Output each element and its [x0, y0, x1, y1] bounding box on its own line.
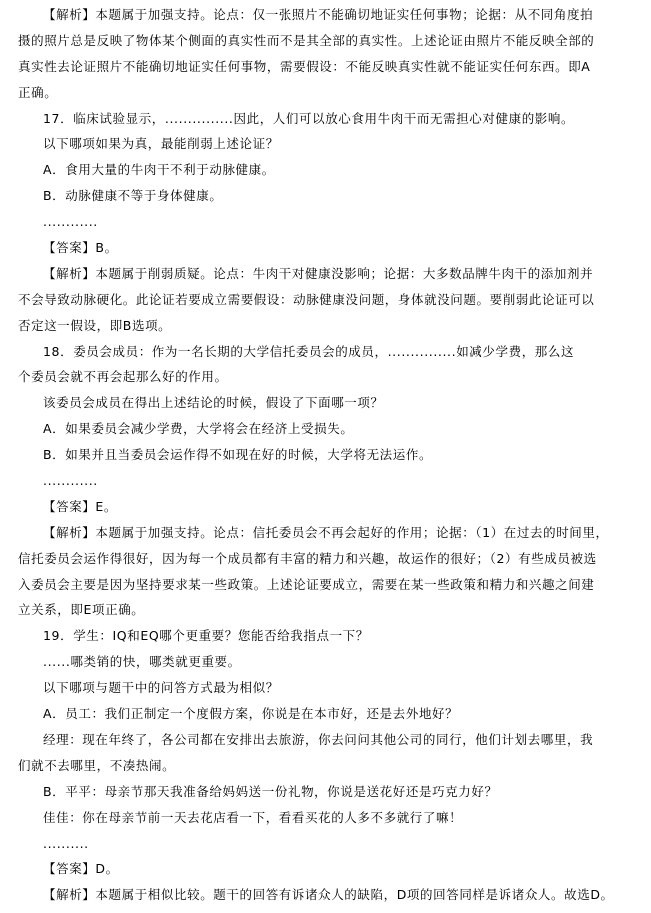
question-19-answer: 【答案】D。	[43, 861, 119, 877]
question-17-answer: 【答案】B。	[43, 240, 118, 256]
question-17-analysis: 【解析】本题属于削弱质疑。论点：牛肉干对健康没影响；论据：大多数品牌牛肉干的添加剂并	[43, 265, 594, 281]
question-19-option-a: A．员工：我们正制定一个度假方案，你说是在本市好，还是去外地好？	[43, 706, 459, 722]
question-19-stem: 19．学生：IQ和EQ哪个更重要？您能否给我指点一下？	[43, 628, 369, 644]
question-18-option-a: A．如果委员会减少学费，大学将会在经济上受损失。	[43, 421, 354, 437]
question-17-prompt: 以下哪项如果为真，最能削弱上述论证？	[43, 136, 279, 152]
text-line: 真实性去论证照片不能确切地证实任何事物，需要假设：不能反映真实性就不能证实任何东西。即A	[18, 58, 591, 74]
text-line: 个委员会就不再会起那么好的作用。	[18, 369, 228, 385]
text-line: 们就不去哪里，不凑热闹。	[18, 757, 176, 773]
question-17-stem: 17．临床试验显示，...............因此，人们可以放心食用牛肉干而无需担心对健康的影响。	[43, 110, 575, 126]
text-line: 正确。	[18, 84, 58, 100]
question-18-analysis: 【解析】本题属于加强支持。论点：信托委员会不再会起好的作用；论据：（1）在过去的时间里，	[43, 524, 609, 540]
question-18-option-b: B．如果并且当委员会运作得不如现在好的时候，大学将无法运作。	[43, 447, 433, 463]
question-19-analysis: 【解析】本题属于相似比较。题干的回答有诉诸众人的缺陷，D项的回答同样是诉诸众人。故选D。	[43, 887, 614, 903]
question-18-prompt: 该委员会成员在得出上述结论的时候，假设了下面哪一项？	[43, 395, 384, 411]
text-line: 摄的照片总是反映了物体某个侧面的真实性而不是其全部的真实性。上述论证由照片不能反映全部的	[18, 32, 595, 48]
question-17-option-b: B．动脉健康不等于身体健康。	[43, 188, 223, 204]
question-18-answer: 【答案】E。	[43, 498, 117, 514]
text-line: 经理：现在年终了，各公司都在安排出去旅游，你去问问其他公司的同行，他们计划去哪里，我	[43, 731, 594, 747]
text-line: 佳佳：你在母亲节前一天去花店看一下，看看买花的人多不多就行了嘛！	[43, 809, 463, 825]
text-line: 【解析】本题属于加强支持。论点：仅一张照片不能确切地证实任何事物；论据：从不同角度拍	[43, 7, 594, 22]
text-line: 不会导致动脉硬化。此论证若要成立需要假设：动脉健康没问题，身体就没问题。要削弱此论证可以	[18, 291, 595, 307]
ellipsis-line: ............	[43, 214, 98, 230]
question-19-prompt: 以下哪项与题干中的问答方式最为相似？	[43, 680, 279, 696]
question-17-option-a: A．食用大量的牛肉干不利于动脉健康。	[43, 162, 275, 178]
question-18-stem: 18．委员会成员：作为一名长期的大学信托委员会的成员，...............如减少学费，那么这	[43, 343, 575, 359]
text-line: 否定这一假设，即B选项。	[18, 317, 172, 333]
ellipsis-line: ............	[43, 473, 98, 489]
text-line: 入委员会主要是因为坚持要求某一些政策。上述论证要成立，需要在某一些政策和精力和兴趣之间建	[18, 576, 595, 592]
text-line: 立关系，即E项正确。	[18, 602, 145, 618]
text-line: 信托委员会运作得很好，因为每一个成员都有丰富的精力和兴趣，故运作的很好；（2）有些成员被选	[18, 550, 597, 566]
question-19-option-b: B．平平：母亲节那天我准备给妈妈送一份礼物，你说是送花好还是巧克力好？	[43, 783, 498, 799]
text-line: ......哪类销的快，哪类就更重要。	[43, 654, 241, 670]
ellipsis-line: ..........	[43, 835, 89, 851]
